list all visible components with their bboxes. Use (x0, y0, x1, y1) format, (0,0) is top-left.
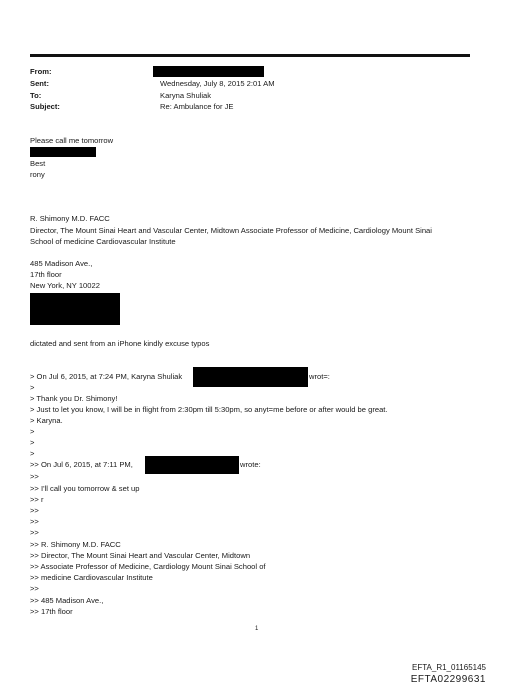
signature-title-2: School of medicine Cardiovascular Institute (30, 237, 176, 246)
sent-value: Wednesday, July 8, 2015 2:01 AM (160, 79, 275, 88)
quote-line: >> R. Shimony M.D. FACC (30, 540, 121, 549)
redaction-signature (30, 293, 120, 325)
dictated-note: dictated and sent from an iPhone kindly excuse typos (30, 339, 210, 348)
signature-title-1: Director, The Mount Sinai Heart and Vascular Center, Midtown Associate Professor of Medicine, Cardiology Mount Sinai (30, 226, 432, 235)
quote-line: >> medicine Cardiovascular Institute (30, 573, 153, 582)
subject-label: Subject: (30, 102, 60, 111)
quote-line: >> (30, 506, 39, 515)
quote-line: >> (30, 517, 39, 526)
quote-header-2-end: wrote: (240, 460, 261, 469)
quote-line: >> (30, 528, 39, 537)
bates-number-2: EFTA02299631 (410, 674, 486, 685)
quote-line: > (30, 449, 35, 458)
address-line-3: New York, NY 10022 (30, 281, 100, 290)
redaction-body (30, 147, 96, 157)
signature-name: R. Shimony M.D. FACC (30, 214, 110, 223)
quote-line: >> r (30, 495, 44, 504)
redaction-from (153, 66, 264, 77)
page-number: 1 (255, 626, 259, 632)
bates-number-1: EFTA_R1_01165145 (412, 663, 486, 672)
subject-value: Re: Ambulance for JE (160, 102, 234, 111)
quote-line: > (30, 383, 35, 392)
redaction-quote-email-2 (145, 456, 239, 474)
quote-line: >> (30, 472, 39, 481)
quote-line: >> 17th floor (30, 607, 73, 616)
header-rule (30, 54, 470, 57)
address-line-1: 485 Madison Ave., (30, 259, 93, 268)
body-line: Please call me tomorrow (30, 136, 114, 145)
quote-line: > (30, 438, 35, 447)
closing-name: rony (30, 170, 45, 179)
address-line-2: 17th floor (30, 270, 62, 279)
quote-header-2: >> On Jul 6, 2015, at 7:11 PM, (30, 460, 133, 469)
quote-header-1-end: wrot=: (309, 372, 330, 381)
quote-line: > Thank you Dr. Shimony! (30, 394, 118, 403)
quote-line: >> I'll call you tomorrow & set up (30, 484, 140, 493)
quote-line: >> Associate Professor of Medicine, Cardiology Mount Sinai School of (30, 562, 266, 571)
sent-label: Sent: (30, 79, 49, 88)
quote-line: >> 485 Madison Ave., (30, 596, 104, 605)
quote-line: > Just to let you know, I will be in flight from 2:30pm till 5:30pm, so anyt=me before or after would be great. (30, 405, 388, 414)
quote-line: > (30, 427, 35, 436)
quote-line: > Karyna. (30, 416, 63, 425)
redaction-quote-email-1 (193, 367, 308, 387)
to-value: Karyna Shuliak (160, 91, 212, 100)
quote-line: >> (30, 584, 39, 593)
from-label: From: (30, 67, 52, 76)
closing-best: Best (30, 159, 46, 168)
quote-line: >> Director, The Mount Sinai Heart and Vascular Center, Midtown (30, 551, 251, 560)
quote-header-1: > On Jul 6, 2015, at 7:24 PM, Karyna Shuliak (30, 372, 183, 381)
to-label: To: (30, 91, 42, 100)
